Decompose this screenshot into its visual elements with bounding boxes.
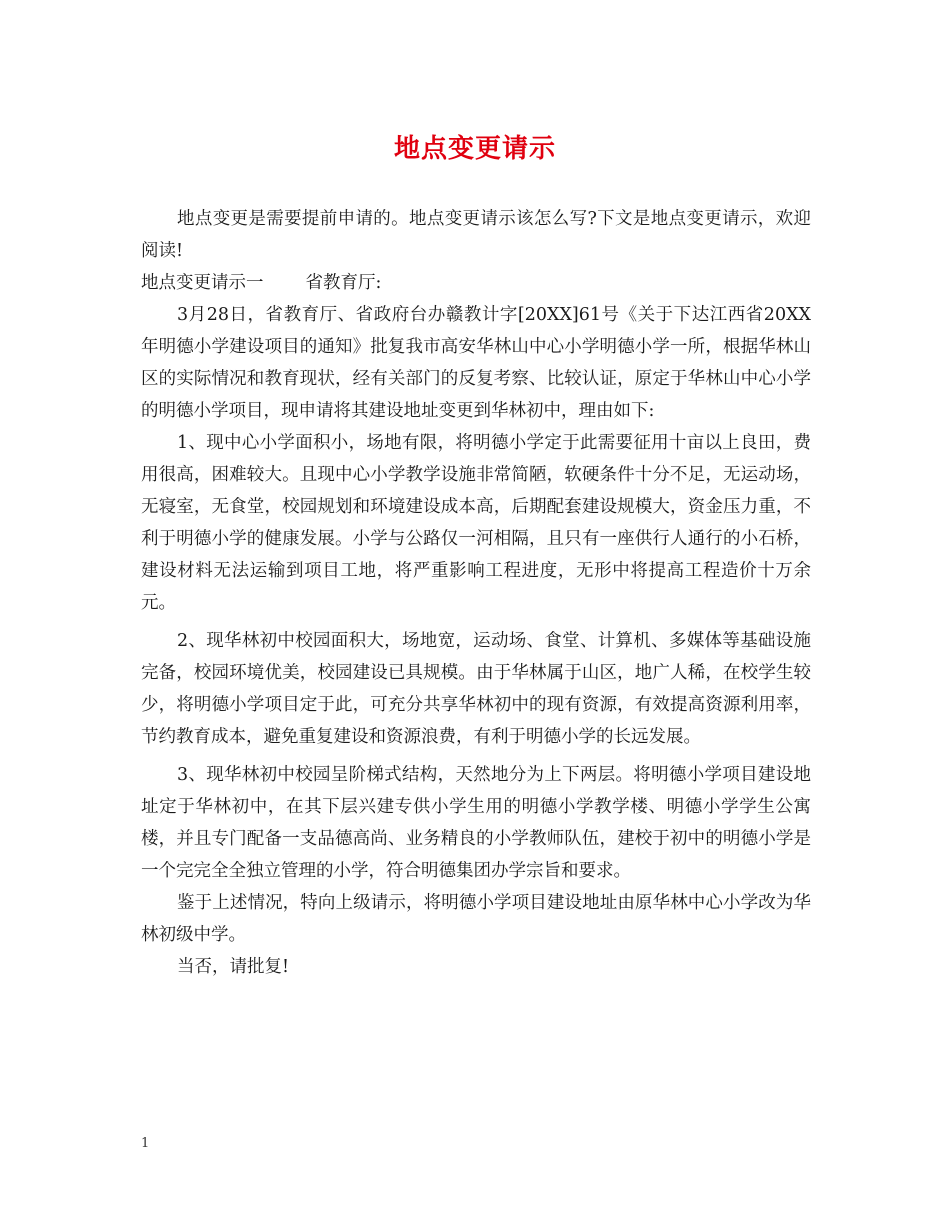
salutation: 省教育厅: <box>305 273 382 293</box>
document-body <box>141 203 811 983</box>
reason-two-paragraph: 2、现华林初中校园面积大，场地宽，运动场、食堂、计算机、多媒体等基础设施完备，校园环境优美，校园建设已具规模。由于华林属于山区，地广人稀，在校学生较少，将明德小学项目定于此，可充分共享华林初中的现有资源，有效提高资源利用率，节约教育成本，避免重复建设和资源浪费，有利于明德小学的长远发展。 <box>141 631 811 747</box>
request-paragraph: 鉴于上述情况，特向上级请示，将明德小学项目建设地址由原华林中心小学改为华林初级中学。 <box>141 893 811 945</box>
section-heading-line <box>141 267 811 299</box>
section-heading: 地点变更请示一 <box>141 273 264 293</box>
intro-paragraph: 地点变更是需要提前申请的。地点变更请示该怎么写?下文是地点变更请示，欢迎阅读! <box>141 209 811 261</box>
closing-paragraph: 当否，请批复! <box>177 957 290 977</box>
page-number: 1 <box>141 1136 150 1151</box>
reason-one-paragraph: 1、现中心小学面积小，场地有限，将明德小学定于此需要征用十亩以上良田，费用很高，困难较大。且现中心小学教学设施非常简陋，软硬条件十分不足，无运动场，无寝室，无食堂，校园规划和环境建设成本高，后期配套建设规模大，资金压力重，不利于明德小学的健康发展。小学与公路仅一河相隔，且只有一座供行人通行的小石桥，建设材料无法运输到项目工地，将严重影响工程进度，无形中将提高工程造价十万余元。 <box>141 433 811 613</box>
reason-three-paragraph: 3、现华林初中校园呈阶梯式结构，天然地分为上下两层。将明德小学项目建设地址定于华林初中，在其下层兴建专供小学生用的明德小学教学楼、明德小学学生公寓楼，并且专门配备一支品德高尚、业务精良的小学教师队伍，建校于初中的明德小学是一个完完全全独立管理的小学，符合明德集团办学宗旨和要求。 <box>141 765 811 881</box>
background-paragraph: 3月28日，省教育厅、省政府台办赣教计字[20XX]61号《关于下达江西省20XX年明德小学建设项目的通知》批复我市高安华林山中心小学明德小学一所，根据华林山区的实际情况和教育现状，经有关部门的反复考察、比较认证，原定于华林山中心小学的明德小学项目，现申请将其建设地址变更到华林初中，理由如下: <box>141 305 811 421</box>
document-title: 地点变更请示 <box>393 134 556 164</box>
